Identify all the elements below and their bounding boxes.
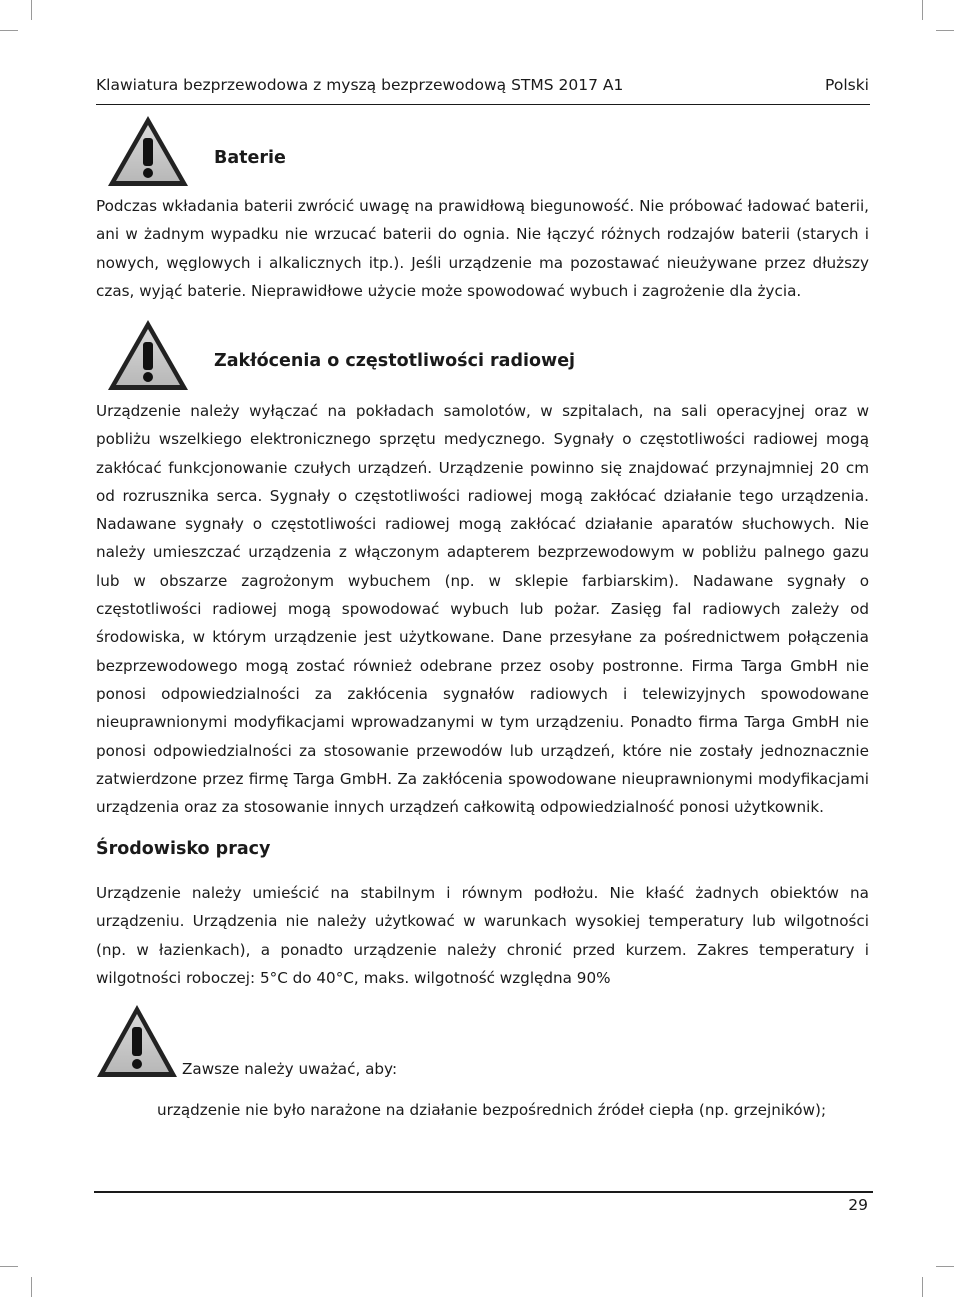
crop-mark bbox=[0, 30, 18, 31]
section-heading: Baterie bbox=[214, 148, 286, 168]
warning-triangle-icon bbox=[106, 318, 190, 392]
warning-triangle-icon bbox=[95, 1003, 179, 1079]
section-heading: Zakłócenia o częstotliwości radiowej bbox=[214, 351, 576, 371]
section-paragraph: Urządzenie należy umieścić na stabilnym i równym podłożu. Nie kłaść żadnych obiektów na urządzeniu. Urządzenia nie należy użytkować w warunkach wysokiej temperatury lub wilgotności (np. w łazienkach), a ponadto urządzenie należy chronić przed kurzem. Zakres temperatury i wilgotności roboczej: 5°C do 40°C, maks. wilgotność względna 90% bbox=[96, 884, 869, 987]
document-title: Klawiatura bezprzewodowa z myszą bezprzewodową STMS 2017 A1 bbox=[96, 76, 624, 94]
page-header bbox=[96, 76, 869, 98]
section-paragraph: Urządzenie należy wyłączać na pokładach samolotów, w szpitalach, na sali operacyjnej oraz w pobliżu wszelkiego elektronicznego sprzętu medycznego. Sygnały o częstotliwości radiowej mogą zakłócać funkcjonowanie czułych urządzeń. Urządzenie powinno się znajdować przynajmniej 20 cm od rozrusznika serca. Sygnały o częstotliwości radiowej mogą zakłócać działanie tego urządzenia. Nadawane sygnały o częstotliwości radiowej mogą zakłócać działanie aparatów słuchowych. Nie należy umieszczać urządzenia z włączonym adapterem bezprzewodowym w pobliżu palnego gazu lub w obszarze zagrożonym wybuchem (np. w sklepie farbiarskim). Nadawane sygnały o częstotliwości radiowej mogą spowodować wybuch lub pożar. Zasięg fal radiowych zależy od środowiska, w którym urządzenie jest użytkowane. Dane przesyłane za pośrednictwem połączenia bezprzewodowego mogą zostać również odebrane przez osoby postronne. Firma Targa GmbH nie ponosi odpowiedzialności za zakłócenia sygnałów radiowych i telewizyjnych spowodowane nieuprawnionymi modyfikacjami wprowadzanymi w tym urządzeniu. Ponadto firma Targa GmbH nie ponosi odpowiedzialności za stosowanie przewodów lub urządzeń, które nie zostały jednoznacznie zatwierdzone przez firmę Targa GmbH. Za zakłócenia spowodowane nieuprawnionymi modyfikacjami urządzenia oraz za stosowanie innych urządzeń całkowitą odpowiedzialność ponosi użytkownik. bbox=[96, 402, 869, 817]
header-divider bbox=[96, 104, 870, 105]
section-paragraph: Podczas wkładania baterii zwrócić uwagę na prawidłową biegunowość. Nie próbować ładować baterii, ani w żadnym wypadku nie wrzucać baterii do ognia. Nie łączyć różnych rodzajów baterii (starych i nowych, węglowych i alkalicznych itp.). Jeśli urządzenie ma pozostawać nieużywane przez dłuższy czas, wyjąć baterie. Nieprawidłowe użycie może spowodować wybuch i zagrożenie dla życia. bbox=[96, 197, 869, 300]
crop-mark bbox=[31, 0, 32, 20]
crop-mark bbox=[922, 1277, 923, 1297]
crop-mark bbox=[31, 1277, 32, 1297]
note-item: urządzenie nie było narażone na działanie bezpośrednich źródeł ciepła (np. grzejników); bbox=[157, 1101, 827, 1119]
page-number: 29 bbox=[848, 1196, 868, 1214]
crop-mark bbox=[0, 1266, 18, 1267]
section-heading: Środowisko pracy bbox=[96, 839, 271, 859]
warning-triangle-icon bbox=[106, 114, 190, 188]
footer-divider bbox=[94, 1191, 873, 1193]
crop-mark bbox=[922, 0, 923, 20]
crop-mark bbox=[936, 30, 954, 31]
crop-mark bbox=[936, 1266, 954, 1267]
language-label: Polski bbox=[825, 76, 869, 94]
note-intro: Zawsze należy uważać, aby: bbox=[182, 1060, 398, 1078]
